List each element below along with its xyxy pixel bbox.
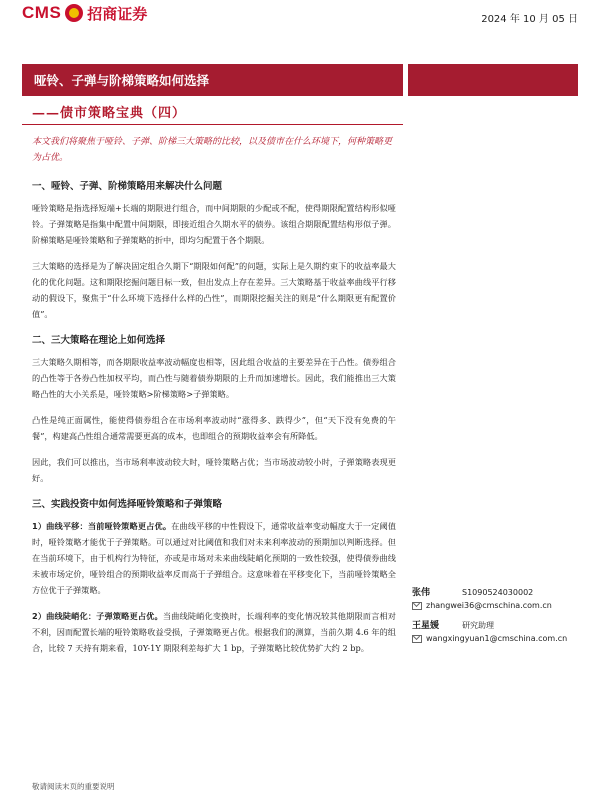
- report-date: 2024 年 10 月 05 日: [481, 14, 578, 25]
- email-icon: [412, 602, 422, 610]
- analyst-license-id: S1090524030002: [462, 588, 534, 597]
- analyst-email[interactable]: wangxingyuan1@cmschina.com.cn: [426, 634, 568, 643]
- paragraph-text: 当曲线陡峭化变换时，长端利率的变化情况较其他期限而言相对不利，因而配置长端的哑铃策略收益受损，子弹策略更占优。根据我们的测算，当前久期 4.6 年的组合，比较 7 天持有期来看，10Y-1Y 期限利差每扩大 1 bp，子弹策略比较优势扩大约 2 bp。: [32, 611, 396, 653]
- title-banner: [22, 64, 403, 96]
- logo-cms-text: CMS: [22, 3, 62, 22]
- subtitle-divider: [22, 124, 403, 125]
- paragraph: 因此，我们可以推出，当市场利率波动较大时，哑铃策略占优；当市场波动较小时，子弹策略表现更好。: [32, 457, 396, 483]
- analyst-card: [412, 586, 582, 611]
- paragraph-lead: 1）曲线平移：当前哑铃策略更占优。: [32, 521, 172, 531]
- analyst-role: 研究助理: [462, 621, 494, 630]
- paragraph: 三大策略久期相等，而各期限收益率波动幅度也相等，因此组合收益的主要差异在于凸性。债券组合的凸性等于各券凸性加权平均，而凸性与随着债券期限的上升而加速增长。因此，我们能推出三大策略凸性的大小关系是，哑铃策略>阶梯策略>子弹策略。: [32, 357, 396, 399]
- report-body: [32, 134, 396, 666]
- paragraph: [32, 608, 396, 656]
- paragraph: 哑铃策略是指选择短端+长端的期限进行组合，而中间期限的少配或不配，使得期限配置结构形似哑铃。子弹策略是指集中配置中间期限，即接近组合久期水平的债券。该组合期限配置结构形似子弹。阶梯策略是哑铃策略和子弹策略的折中，即均匀配置于各个期限。: [32, 203, 396, 245]
- analyst-contacts: [412, 586, 582, 652]
- email-icon: [412, 635, 422, 643]
- brand-logo: [22, 0, 147, 26]
- abstract: 本文我们将聚焦于哑铃、子弹、阶梯三大策略的比较，以及债市在什么环境下，何种策略更为占优。: [32, 137, 393, 163]
- paragraph-text: 在曲线平移的中性假设下，通常收益率变动幅度大于一定阈值时，哑铃策略才能优于子弹策略。可以通过对比阈值和我们对未来利率波动的预期加以判断选择。但在当前环境下，由于机构行为特征，亦或是市场对未来曲线陡峭化预期的一致性较强，使得债券曲线未被市场定价，哑铃组合的预期收益率反而高于子弹组合。这意味着在平移变化下，当前哑铃策略全方位优于子弹策略。: [32, 521, 396, 595]
- report-subtitle: ——债市策略宝典（四）: [32, 106, 187, 121]
- logo-chinese-name: 招商证券: [87, 4, 148, 23]
- paragraph: 三大策略的选择是为了解决固定组合久期下“期限如何配”的问题，实际上是久期约束下的收益率最大化的优化问题。这和期限挖掘问题目标一致，但出发点上存在差异。三大策略基于收益率曲线平行移动的假设下，聚焦于“什么环境下选择什么样的凸性”，而期限挖掘关注的则是“什么期限更有配置价值”。: [32, 261, 396, 319]
- analyst-name: 王星媛: [412, 621, 440, 631]
- section-heading: 一、哑铃、子弹、阶梯策略用来解决什么问题: [32, 181, 223, 192]
- section-heading: 三、实践投资中如何选择哑铃策略和子弹策略: [32, 499, 223, 510]
- paragraph-lead: 2）曲线陡峭化：子弹策略更占优。: [32, 611, 163, 621]
- logo-emblem-icon: [65, 4, 83, 22]
- paragraph: 凸性是纯正面属性，能使得债券组合在市场利率波动时“涨得多、跌得少”，但“天下没有免费的午餐”，构建高凸性组合通常需要更高的成本，也即组合的预期收益率会有所降低。: [32, 415, 396, 441]
- analyst-email[interactable]: zhangwei36@cmschina.com.cn: [426, 601, 552, 610]
- analyst-name: 张伟: [412, 588, 431, 598]
- paragraph: [32, 518, 396, 598]
- analyst-card: [412, 619, 582, 644]
- footer-disclaimer: 敬请阅读末页的重要说明: [32, 782, 115, 791]
- section-heading: 二、三大策略在理论上如何选择: [32, 335, 166, 346]
- report-title: 哑铃、子弹与阶梯策略如何选择: [34, 73, 210, 88]
- side-banner: [408, 64, 578, 96]
